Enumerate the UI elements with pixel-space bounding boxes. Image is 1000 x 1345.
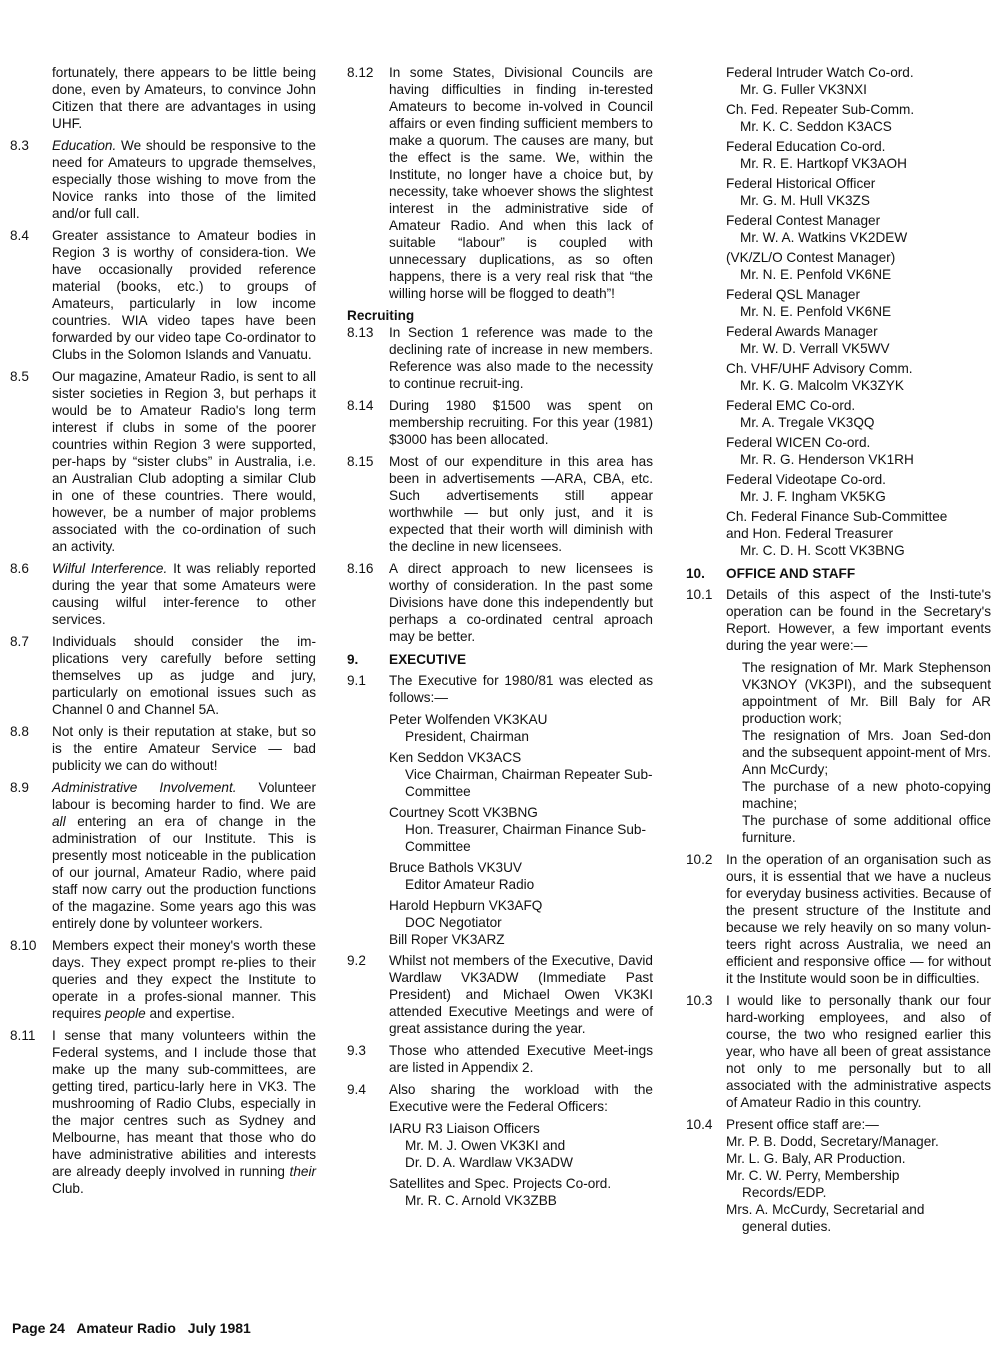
executive-entry bbox=[347, 749, 653, 800]
paragraph-10-3 bbox=[686, 992, 991, 1111]
officer-name: Dr. D. A. Wardlaw VK3ADW bbox=[405, 1155, 573, 1170]
paragraph-text: I sense that many volunteers within the Federal systems, and I include those that make up the many sub-committees, are getting tired, particu-larly here in VK3. The mushrooming of Radio Clubs, especially in the major centres such as Sydney and Melbourne, has meant that those who do have administrative abilities and interests are already deeply involved in running bbox=[52, 1028, 316, 1179]
section-number: 10. bbox=[686, 566, 705, 581]
staff-item bbox=[686, 1167, 991, 1201]
paragraph-text: Those who attended Executive Meet-ings are listed in Appendix 2. bbox=[389, 1043, 653, 1075]
executive-name: Peter Wolfenden VK3KAU bbox=[389, 712, 548, 727]
paragraph-text: In the operation of an organisation such as ours, it is essential that we have a nucleus for everyday business activities. Because of the present structure of the Institute and because we rely heavily on so many volun-teers right across Australia, we need an efficient and responsive office — for without it the Institute would soon be in difficulties. bbox=[726, 852, 991, 986]
paragraph-text: During 1980 $1500 was spent on membership recruiting. For this year (1981) $3000 has been allocated. bbox=[389, 398, 653, 447]
executive-entry bbox=[347, 711, 653, 745]
paragraph-8-11 bbox=[10, 1027, 316, 1197]
officer-title: Federal QSL Manager bbox=[726, 287, 860, 302]
paragraph-10-2 bbox=[686, 851, 991, 987]
paragraph-number: 8.11 bbox=[10, 1028, 36, 1043]
executive-name: Courtney Scott VK3BNG bbox=[389, 805, 538, 820]
officer-entry bbox=[686, 212, 991, 246]
officer-name: Mr. G. Fuller VK3NXI bbox=[740, 82, 867, 97]
paragraph-8-14 bbox=[347, 397, 653, 448]
paragraph-text: Club. bbox=[52, 1181, 84, 1196]
section-heading-9 bbox=[347, 651, 653, 668]
officer-name: Mr. W. A. Watkins VK2DEW bbox=[740, 230, 908, 245]
executive-entry bbox=[347, 804, 653, 855]
executive-entry bbox=[347, 897, 653, 931]
executive-name: Bill Roper VK3ARZ bbox=[389, 932, 505, 947]
section-title: EXECUTIVE bbox=[389, 652, 467, 667]
paragraph-number: 8.7 bbox=[10, 634, 29, 649]
officer-entry bbox=[686, 471, 991, 505]
paragraph-number: 10.1 bbox=[686, 587, 713, 602]
paragraph-number: 10.4 bbox=[686, 1117, 713, 1132]
staff-line-continued: Records/EDP. bbox=[742, 1185, 827, 1200]
officer-name: Mr. K. G. Malcolm VK3ZYK bbox=[740, 378, 904, 393]
paragraph-number: 8.10 bbox=[10, 938, 37, 953]
officer-title: IARU R3 Liaison Officers bbox=[389, 1121, 540, 1136]
paragraph-8-5 bbox=[10, 368, 316, 555]
officer-title: Federal Education Co-ord. bbox=[726, 139, 886, 154]
paragraph-text: The Executive for 1980/81 was elected as follows:— bbox=[389, 673, 653, 705]
officer-title: Federal Contest Manager bbox=[726, 213, 881, 228]
section-number: 9. bbox=[347, 652, 359, 667]
paragraph-text: Individuals should consider the im-plications very carefully before setting themselves up as judge and jury, particularly on emotional issues such as Channel 0 and Channel 5A. bbox=[52, 634, 316, 717]
officer-title: Ch. VHF/UHF Advisory Comm. bbox=[726, 361, 913, 376]
paragraph-number: 8.6 bbox=[10, 561, 29, 576]
page-number: Page 24 bbox=[12, 1320, 65, 1336]
officer-name: Mr. J. F. Ingham VK5KG bbox=[740, 489, 886, 504]
paragraph-8-12 bbox=[347, 64, 653, 302]
paragraph-8-15 bbox=[347, 453, 653, 555]
column-2 bbox=[347, 64, 653, 1213]
paragraph-number: 8.5 bbox=[10, 369, 29, 384]
event-item: The purchase of a new photo-copying machine; bbox=[742, 779, 991, 811]
paragraph-text: Present office staff are:— bbox=[726, 1117, 879, 1132]
paragraph-9-4 bbox=[347, 1081, 653, 1115]
paragraph-8-8 bbox=[10, 723, 316, 774]
officer-entry bbox=[686, 138, 991, 172]
officer-title: Ch. Federal Finance Sub-Committee bbox=[726, 509, 948, 524]
paragraph-8-16 bbox=[347, 560, 653, 645]
paragraph-text: Greater assistance to Amateur bodies in Region 3 is worthy of considera-tion. We have occasionally provided reference material (books, etc.) to groups of Amateurs, particularly in low income countries. WIA video tapes have been forwarded by our video tape Co-ordinator to Clubs in the Solomon Islands and Vanuatu. bbox=[52, 228, 316, 362]
officer-entry bbox=[686, 360, 991, 394]
paragraph-number: 8.3 bbox=[10, 138, 29, 153]
paragraph-number: 8.14 bbox=[347, 398, 374, 413]
officer-title: and Hon. Federal Treasurer bbox=[726, 526, 893, 541]
paragraph-text: In Section 1 reference was made to the declining rate of increase in new members. Reference was also made to the necessity to continue recruit-ing. bbox=[389, 325, 653, 391]
paragraph-8-3 bbox=[10, 137, 316, 222]
section-title: OFFICE AND STAFF bbox=[726, 566, 856, 581]
paragraph-text: We should be responsive to the need for Amateurs to upgrade themselves, especially those wishing to move from the Novice ranks into those of the limited and/or full call. bbox=[52, 138, 316, 221]
officer-entry bbox=[686, 249, 991, 283]
staff-item bbox=[686, 1150, 991, 1167]
officer-name: Mr. C. D. H. Scott VK3BNG bbox=[740, 543, 905, 558]
paragraph-text: Members expect their money's worth these days. They expect prompt re-plies to their queries and they expect the Institute to operate in a profes-sional manner. This requires bbox=[52, 938, 316, 1021]
officer-entry bbox=[686, 286, 991, 320]
page-footer bbox=[12, 1320, 259, 1336]
executive-role: Vice Chairman, Chairman Repeater Sub-Committee bbox=[405, 767, 653, 799]
paragraph-8-13 bbox=[347, 324, 653, 392]
paragraph-text: and expertise. bbox=[145, 1006, 235, 1021]
officer-name: Mr. G. M. Hull VK3ZS bbox=[740, 193, 870, 208]
paragraph-text: Volunteer labour is becoming harder to find. We are bbox=[52, 780, 316, 812]
paragraph-text: fortunately, there appears to be little being done, even by Amateurs, to convince John Citizen that there are advantages in using UHF. bbox=[52, 65, 316, 131]
paragraph-text: Details of this aspect of the Insti-tute's operation can be found in the Secretary's Report. However, a few important events during the year were:— bbox=[726, 587, 991, 653]
officer-entry bbox=[347, 1120, 653, 1171]
paragraph-number: 8.13 bbox=[347, 325, 374, 340]
paragraph-lead: Administrative Involvement. bbox=[52, 780, 237, 795]
paragraph-8-6 bbox=[10, 560, 316, 628]
column-3 bbox=[686, 64, 991, 1235]
officer-entry bbox=[686, 397, 991, 431]
issue-date: July 1981 bbox=[187, 1320, 251, 1336]
executive-role: Hon. Treasurer, Chairman Finance Sub-Committee bbox=[405, 822, 647, 854]
paragraph-text: Not only is their reputation at stake, but so is the entire Amateur Service — bad publicity we can do without! bbox=[52, 724, 316, 773]
paragraph-10-1 bbox=[686, 586, 991, 654]
staff-line: Mr. L. G. Baly, AR Production. bbox=[726, 1151, 906, 1166]
paragraph-intro bbox=[10, 64, 316, 132]
executive-role: President, Chairman bbox=[405, 729, 529, 744]
event-item: The purchase of some additional office furniture. bbox=[742, 813, 991, 845]
officer-entry bbox=[686, 64, 991, 98]
officer-entry bbox=[686, 323, 991, 357]
officer-title: Federal Intruder Watch Co-ord. bbox=[726, 65, 914, 80]
paragraph-text: Whilst not members of the Executive, David Wardlaw VK3ADW (Immediate Past President) and Michael Owen VK3KI attended Executive Meetings and were of great assistance during the year. bbox=[389, 953, 653, 1036]
officer-title: Federal Videotape Co-ord. bbox=[726, 472, 886, 487]
paragraph-number: 10.3 bbox=[686, 993, 713, 1008]
executive-entry bbox=[347, 931, 653, 948]
paragraph-lead: Education. bbox=[52, 138, 117, 153]
officer-name: Mr. R. G. Henderson VK1RH bbox=[740, 452, 914, 467]
paragraph-number: 8.9 bbox=[10, 780, 29, 795]
paragraph-emphasis: people bbox=[104, 1006, 146, 1021]
staff-line: Mrs. A. McCurdy, Secretarial and bbox=[726, 1202, 925, 1217]
paragraph-number: 9.2 bbox=[347, 953, 366, 968]
officer-name: Mr. M. J. Owen VK3KI and bbox=[405, 1138, 566, 1153]
executive-role: Editor Amateur Radio bbox=[405, 877, 535, 892]
paragraph-text: A direct approach to new licensees is worthy of consideration. In the past some Divisions have done this independently but perhaps a co-ordinated central aproach may be better. bbox=[389, 561, 653, 644]
executive-name: Ken Seddon VK3ACS bbox=[389, 750, 522, 765]
officer-name: Mr. R. E. Hartkopf VK3AOH bbox=[740, 156, 907, 171]
paragraph-8-9 bbox=[10, 779, 316, 932]
paragraph-emphasis: their bbox=[289, 1164, 316, 1179]
officer-title: Federal Awards Manager bbox=[726, 324, 878, 339]
paragraph-text: Also sharing the workload with the Executive were the Federal Officers: bbox=[389, 1082, 653, 1114]
officer-entry bbox=[686, 434, 991, 468]
officer-entry bbox=[347, 1175, 653, 1209]
paragraph-8-4 bbox=[10, 227, 316, 363]
officer-name: Mr. N. E. Penfold VK6NE bbox=[740, 267, 892, 282]
paragraph-number: 8.8 bbox=[10, 724, 29, 739]
subheading-recruiting: Recruiting bbox=[347, 308, 415, 323]
paragraph-number: 10.2 bbox=[686, 852, 713, 867]
officer-title: Satellites and Spec. Projects Co-ord. bbox=[389, 1176, 612, 1191]
paragraph-8-10 bbox=[10, 937, 316, 1022]
officer-name: Mr. W. D. Verrall VK5WV bbox=[740, 341, 890, 356]
paragraph-number: 9.1 bbox=[347, 673, 366, 688]
executive-name: Bruce Bathols VK3UV bbox=[389, 860, 522, 875]
executive-name: Harold Hepburn VK3AFQ bbox=[389, 898, 543, 913]
paragraph-text: entering an era of change in the administration of our Institute. This is presently most noticeable in the publication of our journal, Amateur Radio, where paid staff now carry out the production functions of the magazine. Some years ago this was entirely done by volunteer workers. bbox=[52, 814, 316, 931]
officer-entry bbox=[686, 175, 991, 209]
paragraph-8-7 bbox=[10, 633, 316, 718]
paragraph-lead: Wilful Interference. bbox=[52, 561, 168, 576]
paragraph-number: 8.4 bbox=[10, 228, 29, 243]
paragraph-emphasis: all bbox=[52, 814, 66, 829]
officer-title: (VK/ZL/O Contest Manager) bbox=[726, 250, 896, 265]
paragraph-number: 9.3 bbox=[347, 1043, 366, 1058]
executive-role: DOC Negotiator bbox=[405, 915, 502, 930]
staff-line-continued: general duties. bbox=[742, 1219, 832, 1234]
officer-entry-finance bbox=[686, 508, 991, 559]
paragraph-text: Most of our expenditure in this area has been in advertisements —ARA, CBA, etc. Such advertisements still appear worthwhile — but only just, and it is expected that their worth will diminish with the decline in new licensees. bbox=[389, 454, 653, 554]
paragraph-9-3 bbox=[347, 1042, 653, 1076]
officer-name: Mr. N. E. Penfold VK6NE bbox=[740, 304, 892, 319]
staff-line: Mr. P. B. Dodd, Secretary/Manager. bbox=[726, 1134, 939, 1149]
officer-name: Mr. R. C. Arnold VK3ZBB bbox=[405, 1193, 557, 1208]
event-item: The resignation of Mr. Mark Stephenson VK3NOY (VK3PI), and the subsequent appointment of Mr. Bill Baly for AR production work; bbox=[742, 660, 991, 726]
paragraph-text: It was reliably reported during the year that some Amateurs were causing wilful inter-ference to other services. bbox=[52, 561, 316, 627]
officer-name: Mr. A. Tregale VK3QQ bbox=[740, 415, 875, 430]
paragraph-text: In some States, Divisional Councils are having difficulties in finding in-terested Amateurs to become in-volved in Council affairs or even finding sufficient members to make a quorum. The causes are many, but the effect is the same. We, within the Institute, no longer have a choice but, by necessity, take whoever shows the slightest interest in the administrative side of Amateur Radio. And when this lack of suitable “labour” is coupled with unnecessary duplications, as so often happens, there is a very real risk that “the willing horse will be flogged to death”! bbox=[389, 65, 653, 301]
paragraph-number: 9.4 bbox=[347, 1082, 366, 1097]
officer-name: Mr. K. C. Seddon K3ACS bbox=[740, 119, 892, 134]
paragraph-number: 8.16 bbox=[347, 561, 374, 576]
paragraph-9-2 bbox=[347, 952, 653, 1037]
officer-title: Ch. Fed. Repeater Sub-Comm. bbox=[726, 102, 915, 117]
paragraph-9-1 bbox=[347, 672, 653, 706]
paragraph-text: I would like to personally thank our four hard-working employees, and also of course, the two who resigned earlier this year, who have all been of great assistance not only to me personally but to all associated with the administrative aspects of Amateur Radio in this country. bbox=[726, 993, 991, 1110]
officer-title: Federal EMC Co-ord. bbox=[726, 398, 856, 413]
paragraph-10-4 bbox=[686, 1116, 991, 1133]
officer-title: Federal Historical Officer bbox=[726, 176, 876, 191]
event-item: The resignation of Mrs. Joan Sed-don and the subsequent appoint-ment of Mrs. Ann McCurdy; bbox=[742, 728, 991, 777]
events-list bbox=[686, 659, 991, 846]
staff-item bbox=[686, 1133, 991, 1150]
magazine-name: Amateur Radio bbox=[76, 1320, 176, 1336]
paragraph-number: 8.12 bbox=[347, 65, 374, 80]
paragraph-text: Our magazine, Amateur Radio, is sent to all sister societies in Region 3, but perhaps it would be to Amateur Radio's long term interest if clubs in some of the poorer countries within Region 3 were supported, per-haps by “sister clubs” in Australia, i.e. an Australian Club adopting a similar Club in one of these countries. There would, however, be a number of major problems associated with the co-ordination of such an activity. bbox=[52, 369, 316, 554]
officer-entry bbox=[686, 101, 991, 135]
officer-title: Federal WICEN Co-ord. bbox=[726, 435, 871, 450]
column-1 bbox=[10, 64, 316, 1202]
staff-line: Mr. C. W. Perry, Membership bbox=[726, 1168, 900, 1183]
paragraph-number: 8.15 bbox=[347, 454, 374, 469]
executive-entry bbox=[347, 859, 653, 893]
section-heading-10 bbox=[686, 565, 991, 582]
staff-item bbox=[686, 1201, 991, 1235]
